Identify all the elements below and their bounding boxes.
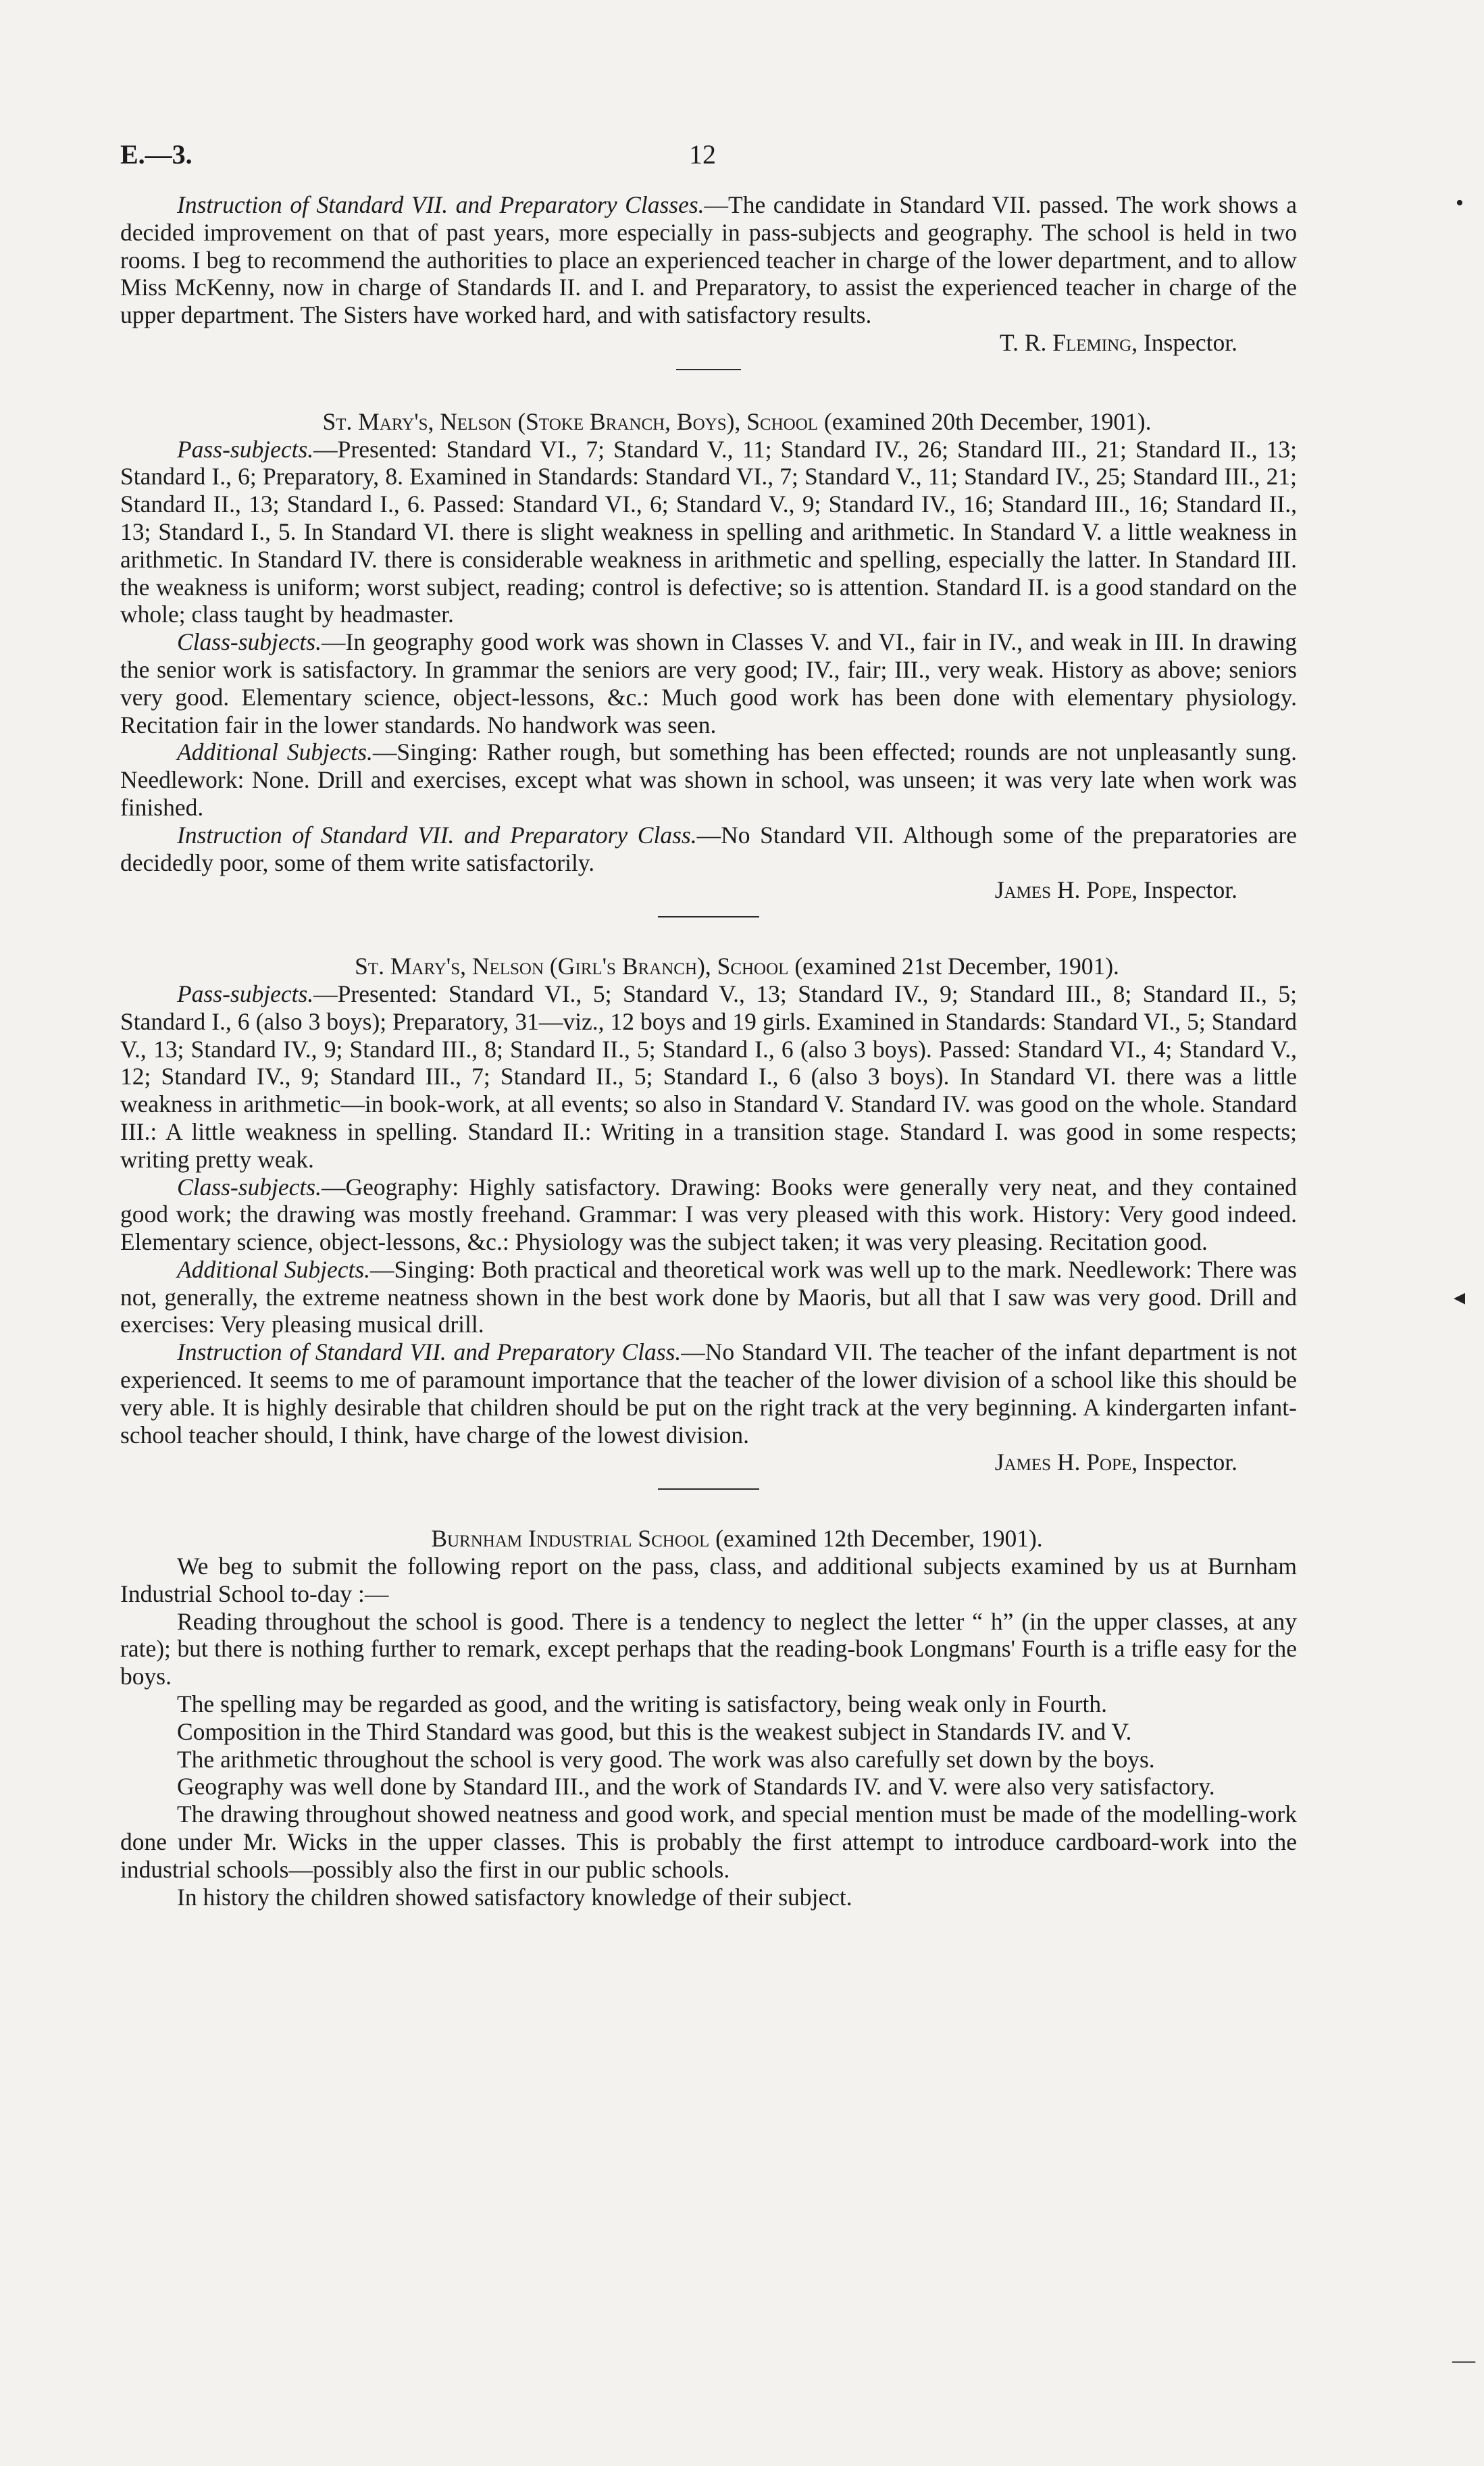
paragraph-lead: Class-subjects. [177,1173,322,1201]
signature [120,1449,1297,1476]
paragraph: The spelling may be regarded as good, and the writing is satisfactory, being weak only in Fourth. [177,1690,1107,1718]
school-name: St. Mary's, Nelson (Stoke Branch, Boys), School [322,407,819,435]
inspector-role: , Inspector. [1131,328,1237,356]
paragraph [120,1174,1297,1256]
paragraph-text: —In geography good work was shown in Classes V. and VI., fair in IV., and weak in III. In drawing the senior work is satisfactory. In grammar the seniors are very good; IV., fair; III., very weak. History as above; seniors very good. Elementary science, object-lessons, &c.: Much good work has been done with elementary physiology. Recitation fair in the lower standards. No handwork was seen. [120,628,1297,738]
paragraph-text: —The candidate in Standard VII. passed. The work shows a decided improvement on that of past years, more especially in pass-subjects and geography. The school is held in two rooms. I beg to recommend the authorities to place an experienced teacher in charge of the lower department, and to allow Miss McKenny, now in charge of Standards II. and I. and Preparatory, to assist the experienced teacher in charge of the upper department. The Sisters have worked hard, and with satisfactory results. [120,191,1297,329]
paragraph [120,822,1297,877]
paragraph: Reading throughout the school is good. There is a tendency to neglect the letter “ h” (in the upper classes, at any rate); but there is nothing further to remark, except perhaps that the reading-book Longmans' Fourth is a trifle easy for the boys. [120,1607,1297,1690]
school-name: Burnham Industrial School [431,1525,710,1553]
school-name: St. Mary's, Nelson (Girl's Branch), School [355,953,789,980]
paragraph-lead: Instruction of Standard VII. and Preparatory Classes. [177,191,705,218]
section-heading [120,1525,1297,1553]
inspector-name: James H. Pope [994,1449,1132,1476]
paragraph-text: —Presented: Standard VI., 5; Standard V., 13; Standard IV., 9; Standard III., 8; Standard II., 5; Standard I., 6 (also 3 boys); Preparatory, 31—viz., 12 boys and 19 girls. Examined in Standards: Standard VI., 5; Standard V., 13; Standard IV., 9; Standard III., 8; Standard II., 5; Standard I., 6 (also 3 boys). Passed: Standard VI., 4; Standard V., 12; Standard IV., 9; Standard III., 7; Standard II., 5; Standard I., 6 (also 3 boys). In Standard VI. there was a little weakness in arithmetic—in book-work, at all events; so also in Standard V. Standard IV. was good on the whole. Standard III.: A little weakness in spelling. Standard II.: Writing in a transition stage. Standard I. was good in some respects; writing pretty weak. [120,980,1297,1173]
paragraph-text: —Geography: Highly satisfactory. Drawing: Books were generally very neat, and they contained good work; the drawing was mostly freehand. Grammar: I was very pleased with this work. History: Very good indeed. Elementary science, object-lessons, &c.: Physiology was the subject taken; it was very pleasing. Recitation good. [120,1173,1297,1256]
page-number: 12 [689,139,716,170]
document-code: E.—3. [120,139,193,170]
paragraph-lead: Additional Subjects. [177,1255,371,1283]
section-divider [658,1488,759,1490]
margin-dash-mark: — [1452,2348,1475,2373]
inspector-role: , Inspector. [1131,876,1237,904]
section-divider [658,916,759,917]
paragraph: Geography was well done by Standard III., and the work of Standards IV. and V. were also very satisfactory. [177,1773,1215,1801]
paragraph-lead: Class-subjects. [177,628,322,656]
paragraph [120,738,1297,821]
paragraph [120,436,1297,629]
page-header [120,139,1302,179]
paragraph-lead: Instruction of Standard VII. and Preparatory Class. [177,1338,682,1366]
paragraph-text: —Singing: Rather rough, but something has been effected; rounds are not unpleasantly sung. Needlework: None. Drill and exercises, except what was shown in school, was unseen; it was very late when work was finished. [120,738,1298,821]
report-fleming [120,191,1297,370]
inspector-name: T. R. Fleming [1000,328,1132,356]
paragraph [120,191,1297,329]
paragraph-lead: Additional Subjects. [177,738,373,766]
exam-date: (examined 21st December, 1901). [788,953,1119,980]
section-heading [120,408,1297,436]
signature [120,329,1297,357]
document-body [120,191,1297,1911]
margin-dot-mark: • [1456,191,1464,216]
report-burnham [120,1525,1297,1911]
paragraph: In history the children showed satisfactory knowledge of their subject. [177,1883,852,1911]
margin-tick-mark: ◂ [1454,1285,1466,1310]
paragraph-text: —No Standard VII. The teacher of the infant department is not experienced. It seems to me of paramount importance that the teacher of the lower division of a school like this should be very able. It is highly desirable that children should be put on the right track at the very beginning. A kindergarten infant-school teacher should, I think, have charge of the lowest division. [120,1338,1297,1449]
paragraph-text: —No Standard VII. Although some of the preparatories are decidedly poor, some of them write satisfactorily. [120,821,1297,876]
exam-date: (examined 12th December, 1901). [709,1525,1043,1553]
paragraph: We beg to submit the following report on the pass, class, and additional subjects examined by us at Burnham Industrial School to-day :— [120,1553,1297,1607]
report-stoke-branch [120,408,1297,917]
paragraph [120,628,1297,738]
paragraph: The arithmetic throughout the school is very good. The work was also carefully set down by the boys. [177,1745,1155,1773]
inspector-role: , Inspector. [1131,1449,1237,1476]
exam-date: (examined 20th December, 1901). [818,407,1152,435]
paragraph-lead: Pass-subjects. [177,980,314,1007]
paragraph-text: —Singing: Both practical and theoretical work was well up to the mark. Needlework: There was not, generally, the extreme neatness shown in the best work done by Maoris, but all that I saw was very good. Drill and exercises: Very pleasing musical drill. [120,1255,1297,1338]
paragraph-lead: Instruction of Standard VII. and Preparatory Class. [177,821,697,849]
inspector-name: James H. Pope [994,876,1132,904]
paragraph [120,980,1297,1174]
paragraph [120,1338,1297,1449]
section-divider [676,369,741,370]
signature [120,876,1297,904]
section-heading [120,953,1297,980]
paragraph: Composition in the Third Standard was good, but this is the weakest subject in Standards IV. and V. [177,1717,1132,1745]
paragraph [120,1256,1297,1338]
paragraph: The drawing throughout showed neatness and good work, and special mention must be made of the modelling-work done under Mr. Wicks in the upper classes. This is probably the first attempt to introduce cardboard-work into the industrial schools—possibly also the first in our public schools. [120,1801,1297,1883]
report-girls-branch [120,953,1297,1490]
paragraph-lead: Pass-subjects. [177,435,314,463]
paragraph-text: —Presented: Standard VI., 7; Standard V., 11; Standard IV., 26; Standard III., 21; Standard II., 13; Standard I., 6; Preparatory, 8. Examined in Standards: Standard VI., 7; Standard V., 11; Standard IV., 25; Standard III., 21; Standard II., 13; Standard I., 6. Passed: Standard VI., 6; Standard V., 9; Standard IV., 16; Standard III., 16; Standard II., 13; Standard I., 5. In Standard VI. there is slight weakness in spelling and arithmetic. In Standard V. a little weakness in arithmetic. In Standard IV. there is considerable weakness in arithmetic and spelling, especially the latter. In Standard III. the weakness is uniform; worst subject, reading; control is defective; so is attention. Standard II. is a good standard on the whole; class taught by headmaster. [120,435,1297,628]
